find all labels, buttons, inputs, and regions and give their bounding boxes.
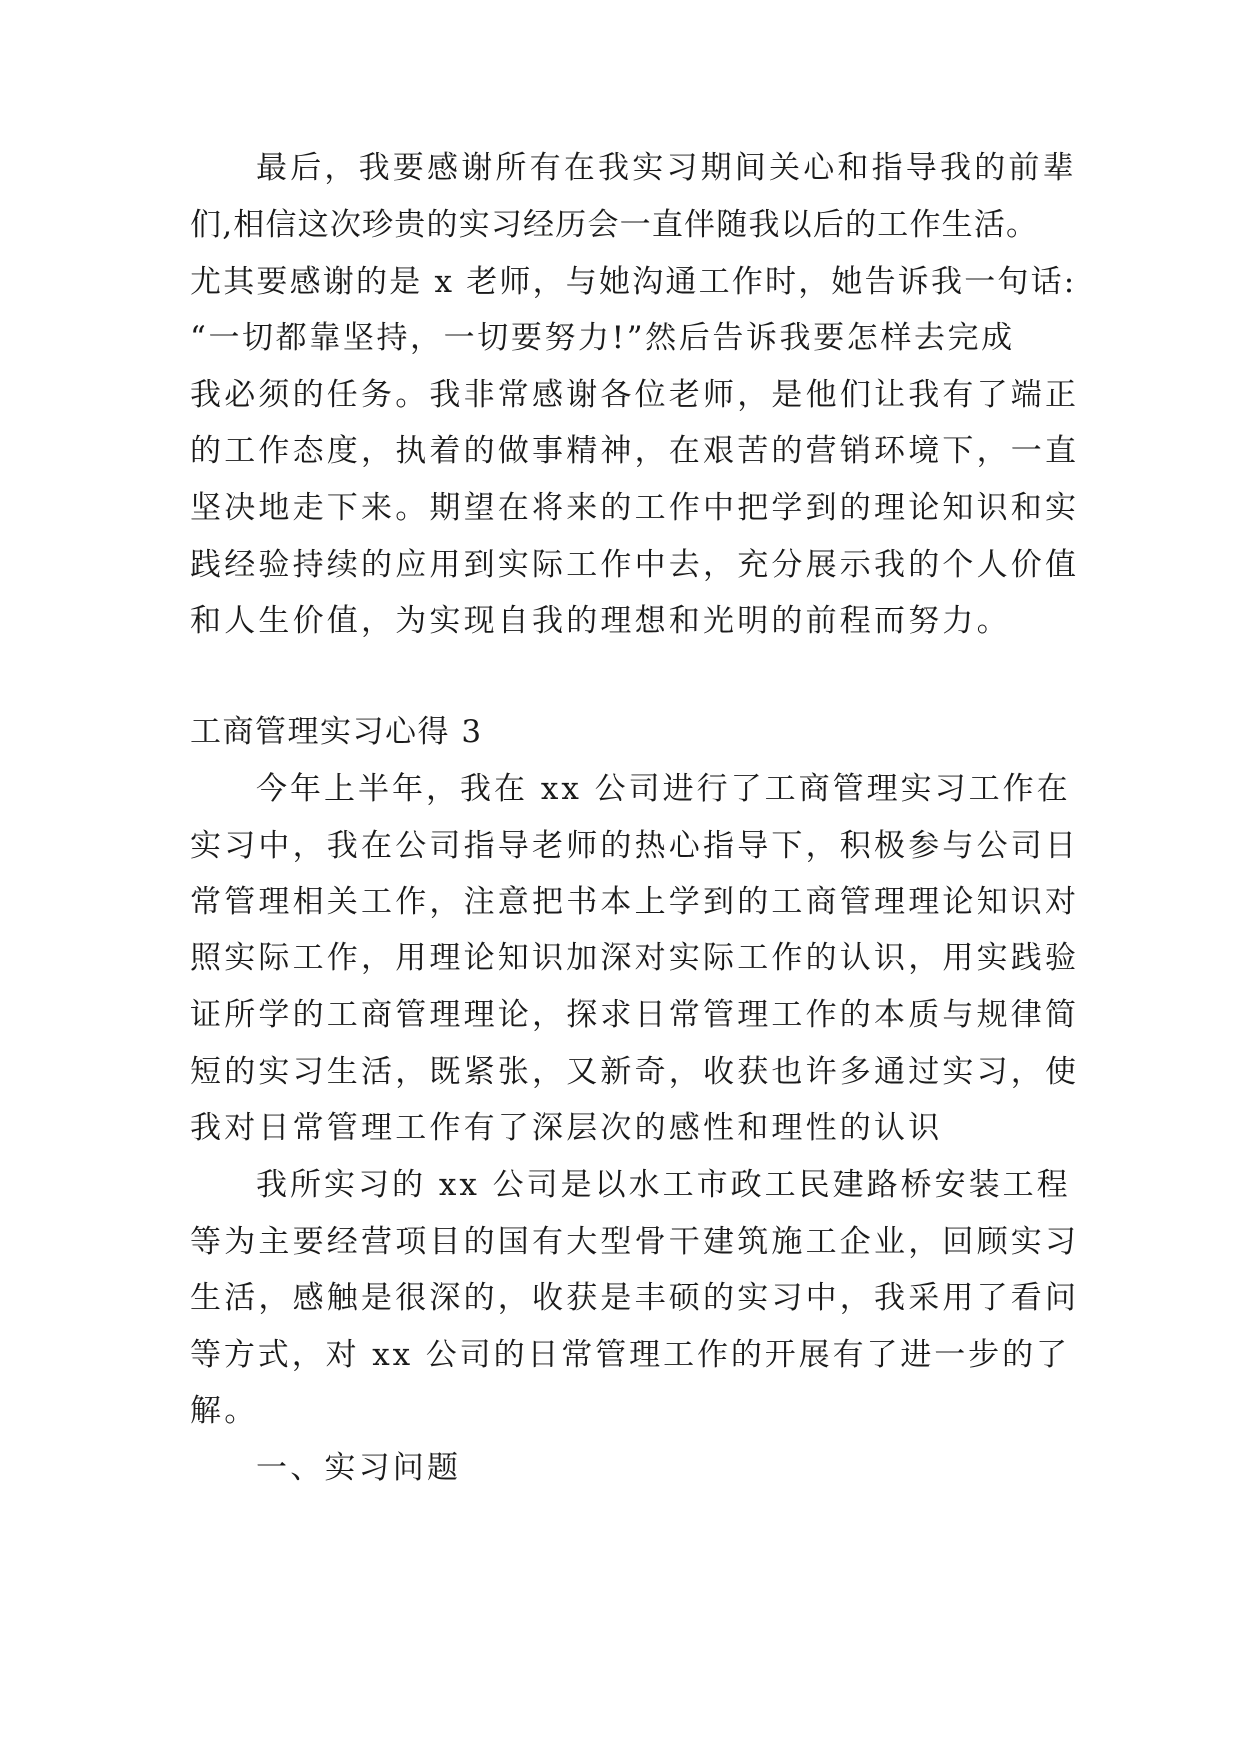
paragraph-1-line-3: 尤其要感谢的是 x 老师，与她沟通工作时，她告诉我一句话: <box>190 264 1077 300</box>
paragraph-1-line-4: “一切都靠坚持，一切要努力!”然后告诉我要怎样去完成 <box>190 320 1015 356</box>
paragraph-3-line-2: 等为主要经营项目的国有大型骨干建筑施工企业，回顾实习 <box>190 1224 1080 1260</box>
paragraph-2-line-4: 照实际工作，用理论知识加深对实际工作的认识，用实践验 <box>190 940 1080 976</box>
paragraph-2-line-7: 我对日常管理工作有了深层次的感性和理性的认识 <box>190 1110 943 1146</box>
section-title: 工商管理实习心得 3 <box>190 714 483 750</box>
paragraph-2-line-6: 短的实习生活，既紧张，又新奇，收获也许多通过实习，使 <box>190 1054 1080 1090</box>
heading-internship-issues: 一、实习问题 <box>256 1450 462 1486</box>
paragraph-2-line-5: 证所学的工商管理理论，探求日常管理工作的本质与规律简 <box>190 997 1080 1033</box>
paragraph-1-line-5: 我必须的任务。我非常感谢各位老师，是他们让我有了端正 <box>190 377 1080 413</box>
paragraph-2-line-3: 常管理相关工作，注意把书本上学到的工商管理理论知识对 <box>190 884 1080 920</box>
paragraph-2-line-1: 今年上半年，我在 xx 公司进行了工商管理实习工作在 <box>256 771 1071 807</box>
paragraph-1-line-2: 们,相信这次珍贵的实习经历会一直伴随我以后的工作生活。 <box>190 207 1039 243</box>
paragraph-1-line-8: 践经验持续的应用到实际工作中去，充分展示我的个人价值 <box>190 547 1080 583</box>
paragraph-3-line-1: 我所实习的 xx 公司是以水工市政工民建路桥安装工程 <box>256 1167 1071 1203</box>
paragraph-2-line-2: 实习中，我在公司指导老师的热心指导下，积极参与公司日 <box>190 828 1080 864</box>
paragraph-1-line-9: 和人生价值，为实现自我的理想和光明的前程而努力。 <box>190 603 1011 639</box>
paragraph-1-line-6: 的工作态度，执着的做事精神，在艰苦的营销环境下，一直 <box>190 433 1080 469</box>
paragraph-1-line-7: 坚决地走下来。期望在将来的工作中把学到的理论知识和实 <box>190 490 1080 526</box>
paragraph-3-line-5: 解。 <box>190 1393 259 1429</box>
paragraph-1-line-1: 最后，我要感谢所有在我实习期间关心和指导我的前辈 <box>256 150 1077 186</box>
paragraph-3-line-4: 等方式，对 xx 公司的日常管理工作的开展有了进一步的了 <box>190 1337 1070 1373</box>
paragraph-3-line-3: 生活，感触是很深的，收获是丰硕的实习中，我采用了看问 <box>190 1280 1080 1316</box>
